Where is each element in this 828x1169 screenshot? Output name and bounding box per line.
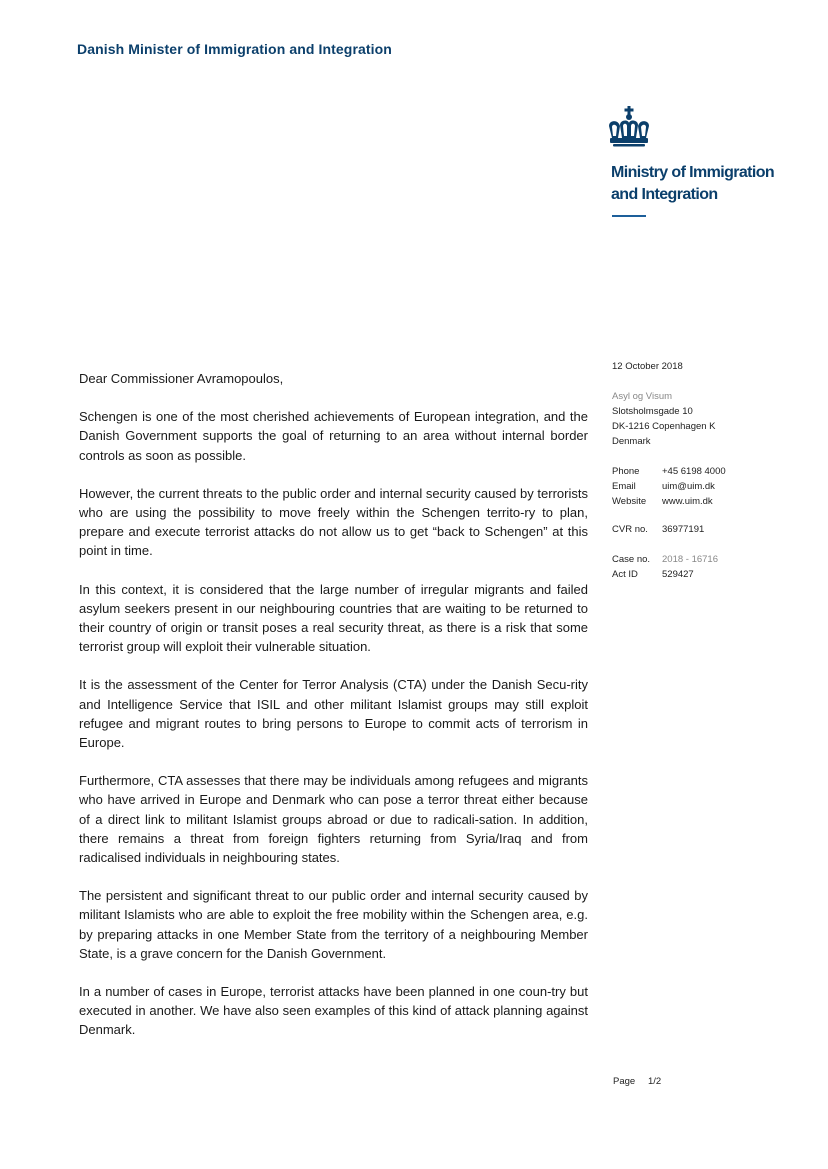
- ministry-name-line2: and Integration: [611, 186, 718, 203]
- actid-value: 529427: [662, 569, 694, 580]
- sender-address: [612, 389, 812, 449]
- letter-date: 12 October 2018: [612, 361, 683, 372]
- department-unit: Asyl og Visum: [612, 391, 673, 402]
- case-info: [612, 552, 812, 582]
- email-value: uim@uim.dk: [662, 481, 715, 492]
- website-label: Website: [612, 496, 647, 507]
- body-paragraph: In a number of cases in Europe, terrorist attacks have been planned in one coun-try but executed in another. We have also seen examples of this kind of attack planning against Denmark.: [79, 984, 588, 1038]
- cvr-label: CVR no.: [612, 524, 648, 535]
- case-value: 2018 - 16716: [662, 554, 718, 565]
- phone-label: Phone: [612, 466, 640, 477]
- royal-crown-icon: [606, 106, 652, 148]
- ministry-name-line1: Ministry of Immigration: [611, 164, 775, 181]
- body-paragraph: Schengen is one of the most cherished achievements of European integration, and the Danish Government supports the goal of returning to an area without internal border controls as soon as possible.: [79, 409, 588, 463]
- website-value: www.uim.dk: [662, 496, 713, 507]
- salutation: Dear Commissioner Avramopoulos,: [79, 371, 284, 386]
- address-line: DK-1216 Copenhagen K: [612, 421, 716, 432]
- body-paragraph: It is the assessment of the Center for Terror Analysis (CTA) under the Danish Secu-rity and Intelligence Service that ISIL and other militant Islamist groups may still exploit refugee and migrant routes to bring persons to Europe to commit acts of terrorism in Europe.: [79, 677, 588, 751]
- contact-info: [612, 464, 812, 509]
- logo-underline: [612, 215, 646, 217]
- cvr-row: [612, 522, 812, 537]
- case-row: [612, 552, 812, 567]
- body-paragraph: In this context, it is considered that the large number of irregular migrants and failed asylum seekers present in our neighbouring countries that are waiting to be returned to their country of origin or transit poses a real security threat, as there is a risk that some terrorist group will exploit their vulnerable situation.: [79, 581, 588, 655]
- body-paragraph: However, the current threats to the public order and internal security caused by terrorists who are using the possibility to move freely within the Schengen territo-ry to plan, prepare and execute terrorist attacks do not allow us to get “back to Schengen” at this point in time.: [79, 485, 588, 559]
- ministry-logo: [606, 106, 806, 217]
- actid-label: Act ID: [612, 569, 638, 580]
- body-paragraph: Furthermore, CTA assesses that there may be individuals among refugees and migrants who have arrived in Europe and Denmark who can pose a terror threat either because of a direct link to militant Islamist groups abroad or due to radicali-sation. In addition, there remains a threat from foreign fighters returning from Syria/Iraq and from radicalised individuals in neighbouring states.: [79, 773, 588, 866]
- letterhead-title: Danish Minister of Immigration and Integration: [77, 41, 392, 57]
- phone-row: [612, 464, 812, 479]
- page-number: [613, 1076, 661, 1087]
- address-line: Slotsholmsgade 10: [612, 406, 693, 417]
- page-value: 1/2: [648, 1076, 662, 1087]
- email-label: Email: [612, 481, 636, 492]
- address-line: Denmark: [612, 436, 651, 447]
- letter-body: [79, 369, 588, 1059]
- email-row: [612, 479, 812, 494]
- actid-row: [612, 567, 812, 582]
- phone-value: +45 6198 4000: [662, 466, 726, 477]
- body-paragraph: The persistent and significant threat to our public order and internal security caused by militant Islamists who are able to exploit the free mobility within the Schengen area, e.g. by preparing attacks in one Member State from the territory of a neighbouring Member State, is a grave concern for the Danish Government.: [79, 888, 588, 961]
- case-label: Case no.: [612, 554, 651, 565]
- cvr-value: 36977191: [662, 524, 705, 535]
- sender-details: [612, 361, 812, 582]
- page-label: Page: [613, 1076, 636, 1087]
- website-row: [612, 494, 812, 509]
- ministry-name: [606, 162, 806, 206]
